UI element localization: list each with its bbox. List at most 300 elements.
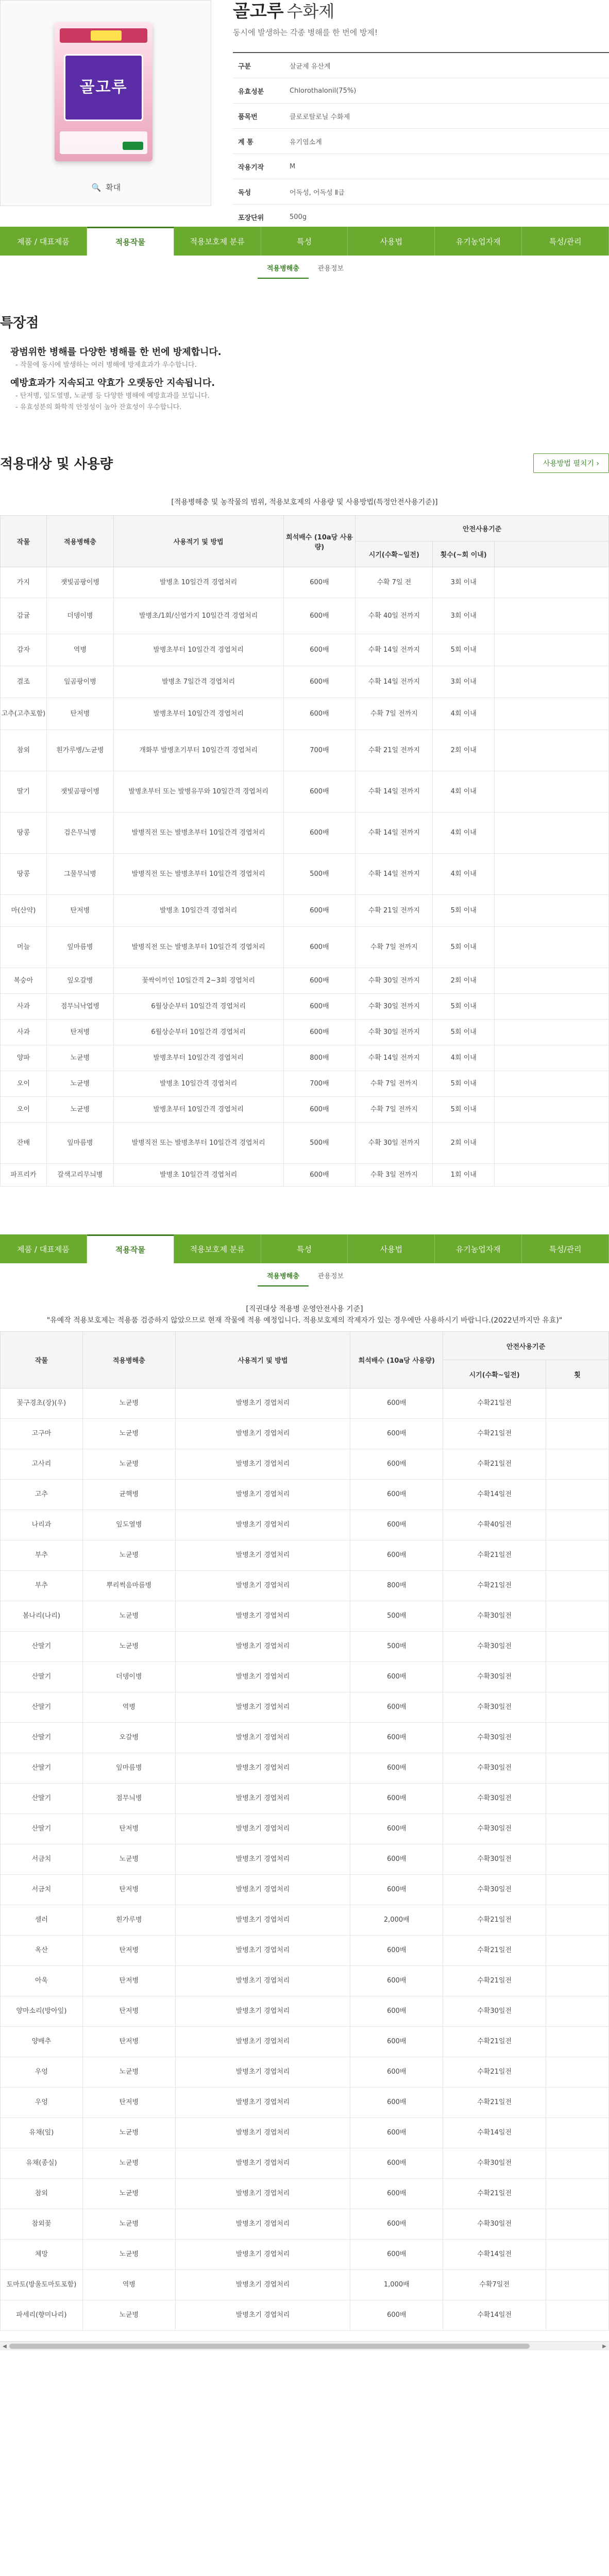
tab-item[interactable]: 사용법 [348, 1234, 435, 1263]
table-cell: 500배 [350, 1632, 443, 1662]
table-cell: 갈색고리무늬병 [46, 1164, 113, 1187]
table-cell: 발병초기 경엽처리 [175, 1540, 350, 1571]
header-cell: 작물 [1, 516, 47, 567]
table-cell: 머늘 [1, 927, 47, 968]
table-cell: 수확14일전 [443, 1480, 546, 1510]
table-cell: 600배 [350, 1753, 443, 1784]
spec-row [233, 104, 609, 129]
package-title: 골고루 [79, 78, 128, 96]
table-cell: 600배 [283, 666, 356, 698]
table-row [1, 1123, 609, 1164]
spec-key: 독성 [238, 189, 251, 197]
tab-bar-top [0, 227, 609, 256]
table-row [1, 1419, 609, 1449]
table-cell: 탄저병 [82, 1966, 175, 1996]
table-cell: 5회 이내 [433, 927, 495, 968]
table-cell: 더뎅이병 [46, 598, 113, 634]
table-row [1, 1784, 609, 1814]
table-cell: 발병초기 경엽처리 [175, 1480, 350, 1510]
table-cell: 발병초기 경엽처리 [175, 2148, 350, 2179]
table-cell: 600배 [350, 1723, 443, 1753]
header-cell: 희석배수 (10a당 사용량) [350, 1332, 443, 1388]
usage-table [0, 515, 609, 1187]
table-cell: 4회 이내 [433, 1045, 495, 1071]
table-cell: 발병초기 경엽처리 [175, 2270, 350, 2300]
table-cell: 600배 [283, 567, 356, 598]
table-cell: 점무늬병 [82, 1784, 175, 1814]
tab-item[interactable]: 제품 / 대표제품 [0, 227, 87, 256]
table-cell: 수확21일전 [443, 1936, 546, 1966]
table-cell: 수확14일전 [443, 2240, 546, 2270]
table-cell [546, 2118, 609, 2148]
table-row [1, 1071, 609, 1097]
table-cell: 우엉 [1, 2057, 83, 2088]
table-cell: 노균병 [46, 1045, 113, 1071]
table-cell: 600배 [283, 895, 356, 927]
table-cell: 오이 [1, 1071, 47, 1097]
table-cell: 발병초기 경엽처리 [175, 1844, 350, 1875]
table-cell: 발병초기 경엽처리 [175, 1419, 350, 1449]
table-cell: 부추 [1, 1571, 83, 1601]
spec-row [233, 179, 609, 205]
table-cell: 나리과 [1, 1510, 83, 1540]
table-row [1, 1723, 609, 1753]
table-cell: 수확30일전 [443, 1692, 546, 1723]
table-cell: 600배 [350, 1540, 443, 1571]
table-cell [546, 1905, 609, 1936]
table-row [1, 2057, 609, 2088]
table-cell: 발병초부터 10일간격 경엽처리 [113, 698, 283, 730]
header-cell: 안전사용기준 [443, 1332, 609, 1360]
table-cell: 역병 [46, 634, 113, 666]
table-cell [495, 1164, 609, 1187]
spec-key: 구분 [238, 62, 251, 71]
table-cell: 500배 [350, 1601, 443, 1632]
table-cell: 수확30일전 [443, 2209, 546, 2240]
section-usage-title: 적용대상 및 사용량 [0, 456, 113, 472]
pls-notice [0, 1303, 609, 1326]
table-cell: 잎마름병 [82, 1753, 175, 1784]
table-cell: 발병초 10일간격 경엽처리 [113, 1164, 283, 1187]
table-cell: 3회 이내 [433, 598, 495, 634]
table-cell: 5회 이내 [433, 994, 495, 1020]
table-cell: 수확21일전 [443, 2057, 546, 2088]
table-cell: 양파 [1, 1045, 47, 1071]
table-cell: 600배 [350, 1966, 443, 1996]
table-cell: 3회 이내 [433, 567, 495, 598]
table-cell: 수확30일전 [443, 1662, 546, 1692]
product-name: 골고루 [233, 1, 284, 22]
header-cell [495, 541, 609, 567]
tab-bar-bottom [0, 1234, 609, 1263]
table-cell: 수확30일전 [443, 1723, 546, 1753]
table-cell: 600배 [350, 2027, 443, 2057]
product-header [0, 0, 609, 227]
spec-row [233, 53, 609, 78]
table-cell: 셀러 [1, 1905, 83, 1936]
table-cell: 수확 14일 전까지 [356, 1045, 433, 1071]
spec-key: 계 통 [238, 138, 253, 146]
table-cell: 수확30일전 [443, 1875, 546, 1905]
table-cell: 5회 이내 [433, 895, 495, 927]
header-cell: 사용적기 및 방법 [175, 1332, 350, 1388]
table-cell: 800배 [350, 1571, 443, 1601]
table-cell: 발병초/1회/신엽가지 10일간격 경엽처리 [113, 598, 283, 634]
table-cell: 6월상순부터 10일간격 경엽처리 [113, 1020, 283, 1045]
table-cell: 감자 [1, 634, 47, 666]
table-cell: 수확 30일 전까지 [356, 968, 433, 994]
tab-item[interactable]: 제품 / 대표제품 [0, 1234, 87, 1263]
table-cell: 사과 [1, 994, 47, 1020]
table-cell [546, 1571, 609, 1601]
tab-item[interactable]: 유기농업자재 [435, 227, 522, 256]
table-cell: 700배 [283, 730, 356, 771]
header-cell: 희석배수 (10a당 사용량) [283, 516, 356, 567]
horizontal-scrollbar[interactable] [0, 2341, 609, 2350]
table-cell: 600배 [350, 1449, 443, 1480]
spec-value: 클로로탈로닐 수화제 [290, 113, 350, 121]
table-cell [495, 730, 609, 771]
table-cell: 600배 [350, 1844, 443, 1875]
table-cell: 꽃구경초(장)(우) [1, 1388, 83, 1419]
table-cell: 1회 이내 [433, 1164, 495, 1187]
table-row [1, 2300, 609, 2331]
table-cell [546, 2057, 609, 2088]
table-cell: 발병초기 경엽처리 [175, 1601, 350, 1632]
table-cell: 수확 7일 전까지 [356, 927, 433, 968]
table-cell: 600배 [350, 2088, 443, 2118]
table-cell: 수확21일전 [443, 2088, 546, 2118]
table-cell: 오갈병 [82, 1723, 175, 1753]
table-cell: 유채(종실) [1, 2148, 83, 2179]
table-cell: 600배 [350, 2240, 443, 2270]
spec-value: Chlorothalonil(75%) [290, 87, 357, 95]
header-cell: 작물 [1, 1332, 83, 1388]
table-cell: 600배 [350, 1784, 443, 1814]
table-cell [546, 2240, 609, 2270]
scrollbar-thumb[interactable] [9, 2344, 530, 2349]
tab-item[interactable]: 특성/관리 [522, 227, 609, 256]
tab-item[interactable]: 적용보호제 분류 [174, 1234, 261, 1263]
header-cell: 시기(수확~일전) [443, 1360, 546, 1388]
subtab-item[interactable]: 관용정보 [317, 1273, 344, 1280]
tab-item[interactable]: 특성/관리 [522, 1234, 609, 1263]
table-cell [546, 1753, 609, 1784]
table-cell: 수확7일전 [443, 2270, 546, 2300]
table-row [1, 1164, 609, 1187]
table-cell: 수확21일전 [443, 2179, 546, 2209]
table-cell: 600배 [350, 1936, 443, 1966]
table-cell: 발병초기 경엽처리 [175, 2118, 350, 2148]
features-list [10, 340, 577, 413]
table-cell: 가지 [1, 567, 47, 598]
table-cell: 옥산 [1, 1936, 83, 1966]
tab-item[interactable]: 적용작물 [87, 227, 174, 256]
expand-usage-button[interactable] [533, 453, 609, 473]
table-cell: 유채(잎) [1, 2118, 83, 2148]
tab-item[interactable]: 사용법 [348, 227, 435, 256]
header-row [1, 1332, 609, 1360]
table-cell [495, 567, 609, 598]
table-cell: 잎오갈병 [46, 968, 113, 994]
spec-row [233, 154, 609, 179]
tab-item[interactable]: 특성 [261, 1234, 348, 1263]
spec-key: 작용기작 [238, 163, 264, 172]
table-cell: 발병초기 경엽처리 [175, 1632, 350, 1662]
subtab-item[interactable]: 적용병해충 [258, 1265, 309, 1286]
table-cell [546, 2179, 609, 2209]
spec-row [233, 129, 609, 154]
table-cell: 탄저병 [82, 1996, 175, 2027]
table-row [1, 730, 609, 771]
table-row [1, 698, 609, 730]
tab-item[interactable]: 적용작물 [87, 1234, 174, 1263]
table-cell: 수확 14일 전까지 [356, 854, 433, 895]
package-logo [123, 142, 143, 150]
table-row [1, 1905, 609, 1936]
table-cell: 수확30일전 [443, 1814, 546, 1844]
table-cell: 5회 이내 [433, 634, 495, 666]
table-cell: 1,000배 [350, 2270, 443, 2300]
spec-value: 유기염소계 [290, 138, 322, 146]
table-row [1, 1692, 609, 1723]
table-cell [495, 666, 609, 698]
table-cell: 600배 [350, 2209, 443, 2240]
table-cell: 고구마 [1, 1419, 83, 1449]
table-cell [546, 1723, 609, 1753]
subtab-item[interactable]: 관용정보 [317, 265, 344, 273]
expand-usage-label: 사용방법 펼치기 [543, 460, 594, 468]
spec-row [233, 78, 609, 104]
table-cell: 참외 [1, 2179, 83, 2209]
table-cell: 수확30일전 [443, 1844, 546, 1875]
table-cell: 역병 [82, 1692, 175, 1723]
table-cell [495, 1020, 609, 1045]
table-cell: 수확30일전 [443, 1753, 546, 1784]
table-cell: 참외꽃 [1, 2209, 83, 2240]
table-cell: 발병초 10일간격 경엽처리 [113, 567, 283, 598]
table-row [1, 1996, 609, 2027]
table-row [1, 1480, 609, 1510]
table-cell [546, 1449, 609, 1480]
table-cell: 발병직전 또는 발병초부터 10일간격 경엽처리 [113, 812, 283, 854]
table-cell: 발병초기 경엽처리 [175, 1966, 350, 1996]
table-cell: 탄저병 [82, 1936, 175, 1966]
table-cell: 발병초기 경엽처리 [175, 1784, 350, 1814]
table-cell [546, 1510, 609, 1540]
table-cell: 발병초기 경엽처리 [175, 1753, 350, 1784]
table-cell: 발병초기 경엽처리 [175, 1905, 350, 1936]
scroll-right-icon[interactable]: ▶ [602, 2343, 606, 2349]
table-cell: 수확21일전 [443, 1449, 546, 1480]
table-cell: 발병초부터 또는 발병유무와 10일간격 경엽처리 [113, 771, 283, 812]
table-row [1, 771, 609, 812]
features-title: 특장점 [0, 315, 39, 331]
table-cell: 4회 이내 [433, 771, 495, 812]
table-cell: 뿌리썩음마름병 [82, 1571, 175, 1601]
feature-detail: - 탄저병, 잎도열병, 노균병 등 다양한 병해에 예방효과를 보입니다. [15, 392, 210, 400]
table-cell [546, 2270, 609, 2300]
table-cell: 검은무늬병 [46, 812, 113, 854]
tab-item[interactable]: 특성 [261, 227, 348, 256]
product-formulation: 수화제 [286, 2, 335, 21]
table-cell: 탄저병 [46, 1020, 113, 1045]
table-cell [546, 1692, 609, 1723]
table-cell [546, 1784, 609, 1814]
spec-key: 포장단위 [238, 214, 264, 222]
table-row [1, 2209, 609, 2240]
table-cell: 발병초기 경엽처리 [175, 1571, 350, 1601]
table-cell: 4회 이내 [433, 698, 495, 730]
table-cell: 600배 [350, 1814, 443, 1844]
table-cell: 양마소리(방아잎) [1, 1996, 83, 2027]
table-row [1, 2270, 609, 2300]
table-cell: 파프리카 [1, 1164, 47, 1187]
table-cell: 수확30일전 [443, 1784, 546, 1814]
table-row [1, 895, 609, 927]
table-cell: 발병초기 경엽처리 [175, 2057, 350, 2088]
table-cell: 수확 30일 전까지 [356, 994, 433, 1020]
table-cell: 발병초기 경엽처리 [175, 1936, 350, 1966]
table-cell: 마(산약) [1, 895, 47, 927]
table-cell: 수확 7일 전까지 [356, 1097, 433, 1123]
table-cell: 개화부 발병초기부터 10일간격 경엽처리 [113, 730, 283, 771]
table-row [1, 666, 609, 698]
table-cell: 2회 이내 [433, 1123, 495, 1164]
table-cell: 600배 [283, 812, 356, 854]
pls-notice-line: "유예작 적용보호제는 적용품 검증하지 않았으므로 현재 작물에 적용 예정입니다. 적용보호제의 작제자가 있는 경우에만 사용하시기 바랍니다.(2022년까지만 유효)" [46, 1316, 563, 1325]
table-cell: 체망 [1, 2240, 83, 2270]
table-cell: 노균병 [82, 2179, 175, 2209]
table-row [1, 1388, 609, 1419]
magnifier-icon: 🔍 [91, 183, 102, 192]
table-cell: 노균병 [82, 2300, 175, 2331]
table-cell: 수확 14일 전까지 [356, 634, 433, 666]
subtab-bar-top [258, 258, 353, 279]
table-cell [546, 1540, 609, 1571]
table-cell [546, 1419, 609, 1449]
table-cell: 수확21일전 [443, 1540, 546, 1571]
table-cell: 더뎅이병 [82, 1662, 175, 1692]
table-cell [546, 2027, 609, 2057]
table-cell: 노균병 [82, 1632, 175, 1662]
table-cell [546, 1480, 609, 1510]
table-cell: 노균병 [82, 2057, 175, 2088]
subtab-item[interactable]: 적용병해충 [258, 258, 309, 279]
section-usage-header [0, 453, 609, 479]
subtab-bar-bottom [258, 1265, 353, 1286]
table-cell: 600배 [283, 698, 356, 730]
table-cell: 수확 30일 전까지 [356, 1123, 433, 1164]
table-row [1, 2118, 609, 2148]
table-cell: 발병초기 경엽처리 [175, 1723, 350, 1753]
table-cell: 600배 [350, 2148, 443, 2179]
table-cell: 수확30일전 [443, 2148, 546, 2179]
table-row [1, 1662, 609, 1692]
table-cell: 부추 [1, 1540, 83, 1571]
product-image[interactable] [0, 0, 211, 206]
table-cell [495, 854, 609, 895]
table-cell: 발병직전 또는 발병초부터 10일간격 경엽처리 [113, 1123, 283, 1164]
table-cell: 수확30일전 [443, 1601, 546, 1632]
product-subtitle: 동시에 발생하는 각종 병해를 한 번에 방제! [233, 28, 378, 37]
tab-item[interactable]: 유기농업자재 [435, 1234, 522, 1263]
table-cell: 발병직전 또는 발병초부터 10일간격 경엽처리 [113, 854, 283, 895]
table-row [1, 1045, 609, 1071]
table-cell: 오이 [1, 1097, 47, 1123]
table-cell: 탄저병 [46, 698, 113, 730]
table-cell [546, 1601, 609, 1632]
table-cell: 4회 이내 [433, 812, 495, 854]
table-cell: 600배 [350, 1875, 443, 1905]
table-row [1, 1844, 609, 1875]
table-cell: 잔배 [1, 1123, 47, 1164]
chevron-right-icon: › [596, 460, 599, 468]
table-cell: 산딸기 [1, 1662, 83, 1692]
table-cell: 600배 [350, 2300, 443, 2331]
table-cell: 잿빛곰팡이병 [46, 771, 113, 812]
feature-detail: - 유효성분의 화학적 안정성이 높아 잔효성이 우수합니다. [15, 403, 182, 411]
table-cell: 양배추 [1, 2027, 83, 2057]
table-cell: 노균병 [82, 1540, 175, 1571]
table-cell: 사과 [1, 1020, 47, 1045]
table-cell: 산딸기 [1, 1723, 83, 1753]
table-cell: 수확21일전 [443, 1388, 546, 1419]
table-cell [495, 1123, 609, 1164]
table-cell: 2회 이내 [433, 730, 495, 771]
product-info [233, 0, 594, 230]
table-cell: 발병초기 경엽처리 [175, 1388, 350, 1419]
table-cell: 수확21일전 [443, 1905, 546, 1936]
table-cell: 노균병 [82, 1419, 175, 1449]
feature-heading: 광범위한 병해를 다양한 병해를 한 번에 방제합니다. [10, 347, 222, 358]
table-cell: 6월상순부터 10일간격 경엽처리 [113, 994, 283, 1020]
table-row [1, 927, 609, 968]
scroll-left-icon[interactable]: ◀ [3, 2343, 7, 2349]
table-row [1, 2148, 609, 2179]
zoom-caption[interactable] [1, 182, 212, 193]
table-cell: 봄나리(나리) [1, 1601, 83, 1632]
table-cell: 역병 [82, 2270, 175, 2300]
table-cell: 노균병 [82, 1844, 175, 1875]
table-cell: 수확 14일 전까지 [356, 771, 433, 812]
table-cell [495, 968, 609, 994]
table-cell: 수확21일전 [443, 1419, 546, 1449]
table-cell: 700배 [283, 1071, 356, 1097]
table-cell: 600배 [350, 2057, 443, 2088]
table-cell: 수확21일전 [443, 1966, 546, 1996]
table-cell [495, 1045, 609, 1071]
table-cell: 발병초기 경엽처리 [175, 1996, 350, 2027]
table-row [1, 1540, 609, 1571]
spec-value: 어독성, 어독성 Ⅱ급 [290, 189, 345, 197]
table-cell: 탄저병 [82, 1814, 175, 1844]
table-cell: 노균병 [82, 2148, 175, 2179]
table-cell: 흰가루병/노균병 [46, 730, 113, 771]
table-cell: 발병초기 경엽처리 [175, 1814, 350, 1844]
package-label [64, 54, 143, 121]
table-row [1, 1449, 609, 1480]
table-cell: 수확 7일 전까지 [356, 698, 433, 730]
table-cell: 2,000배 [350, 1905, 443, 1936]
table-row [1, 1020, 609, 1045]
header-cell: 횟 [546, 1360, 609, 1388]
table-cell: 서금치 [1, 1875, 83, 1905]
tab-item[interactable]: 적용보호제 분류 [174, 227, 261, 256]
package-top-band [60, 28, 147, 43]
table-cell [546, 1966, 609, 1996]
table-cell: 수확 40일 전까지 [356, 598, 433, 634]
